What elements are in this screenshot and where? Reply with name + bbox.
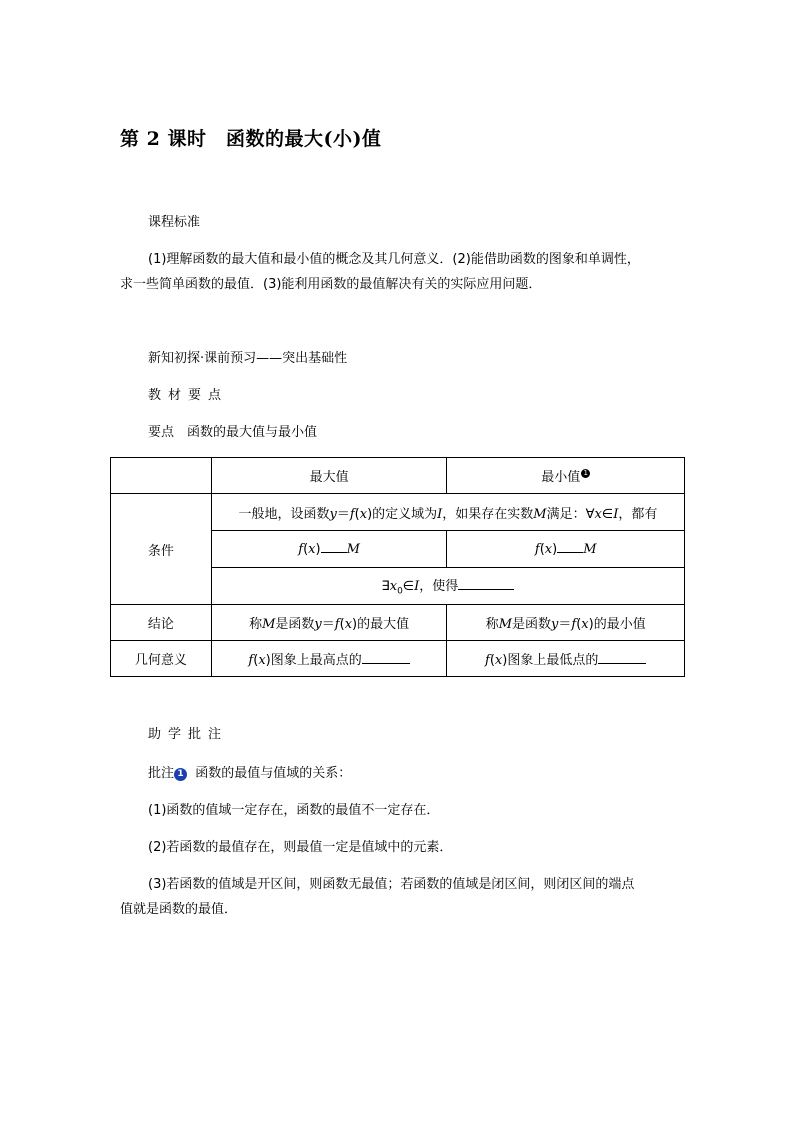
table-corner-cell bbox=[111, 458, 212, 494]
geometry-max: f(x)图象上最高点的 bbox=[211, 641, 447, 677]
fill-blank bbox=[458, 589, 514, 590]
note-item-2: (2)若函数的最值存在，则最值一定是值域中的元素． bbox=[148, 840, 453, 855]
table-header-row bbox=[111, 458, 685, 494]
note-item-3-line-2: 值就是函数的最值． bbox=[120, 902, 238, 917]
page-title: 第 2 课时 函数的最大(小)值 bbox=[120, 128, 382, 150]
note-number-icon: 1 bbox=[174, 768, 187, 781]
geometry-min: f(x)图象上最低点的 bbox=[447, 641, 685, 677]
conclusion-max: 称M是函数y＝f(x)的最大值 bbox=[211, 605, 447, 641]
col-min-header: 最小值 1 bbox=[447, 458, 685, 494]
course-standard-heading: 课程标准 bbox=[148, 215, 201, 230]
fill-blank bbox=[557, 552, 583, 553]
course-standard-line-2: 求一些简单函数的最值．(3)能利用函数的最值解决有关的实际应用问题． bbox=[120, 277, 542, 292]
geometry-label: 几何意义 bbox=[111, 641, 212, 677]
note-item-1: (1)函数的值域一定存在，函数的最值不一定存在． bbox=[148, 803, 440, 818]
footnote-marker-icon: 1 bbox=[581, 469, 590, 478]
condition-max-inequality: f(x) M bbox=[211, 531, 447, 568]
section-heading: 新知初探·课前预习——突出基础性 bbox=[148, 351, 348, 366]
condition-common: 一般地，设函数y＝f(x)的定义域为I，如果存在实数M满足：∀x∈I，都有 bbox=[211, 494, 684, 531]
note-item-3-line-1: (3)若函数的值域是开区间，则函数无最值；若函数的值域是闭区间，则闭区间的端点 bbox=[148, 877, 635, 892]
textbook-points-heading: 教材要点 bbox=[148, 388, 229, 403]
fill-blank bbox=[321, 552, 347, 553]
notes-heading: 助学批注 bbox=[148, 727, 229, 742]
condition-exists: $\exists x_0\in I$，使得 bbox=[211, 568, 684, 605]
conclusion-label: 结论 bbox=[111, 605, 212, 641]
note-title-line: 批注 1 函数的最值与值域的关系： bbox=[148, 766, 352, 781]
conclusion-min: 称M是函数y＝f(x)的最小值 bbox=[447, 605, 685, 641]
course-standard-line-1: (1)理解函数的最大值和最小值的概念及其几何意义．(2)能借助函数的图象和单调性， bbox=[148, 252, 640, 267]
condition-label: 条件 bbox=[111, 494, 212, 605]
conclusion-row bbox=[111, 605, 685, 641]
geometry-row bbox=[111, 641, 685, 677]
point-title: 要点 函数的最大值与最小值 bbox=[148, 425, 318, 440]
condition-row-1 bbox=[111, 494, 685, 531]
max-min-table bbox=[110, 457, 685, 677]
col-max-header: 最大值 bbox=[211, 458, 447, 494]
condition-min-inequality: f(x) M bbox=[447, 531, 685, 568]
fill-blank bbox=[598, 663, 646, 664]
fill-blank bbox=[362, 663, 410, 664]
